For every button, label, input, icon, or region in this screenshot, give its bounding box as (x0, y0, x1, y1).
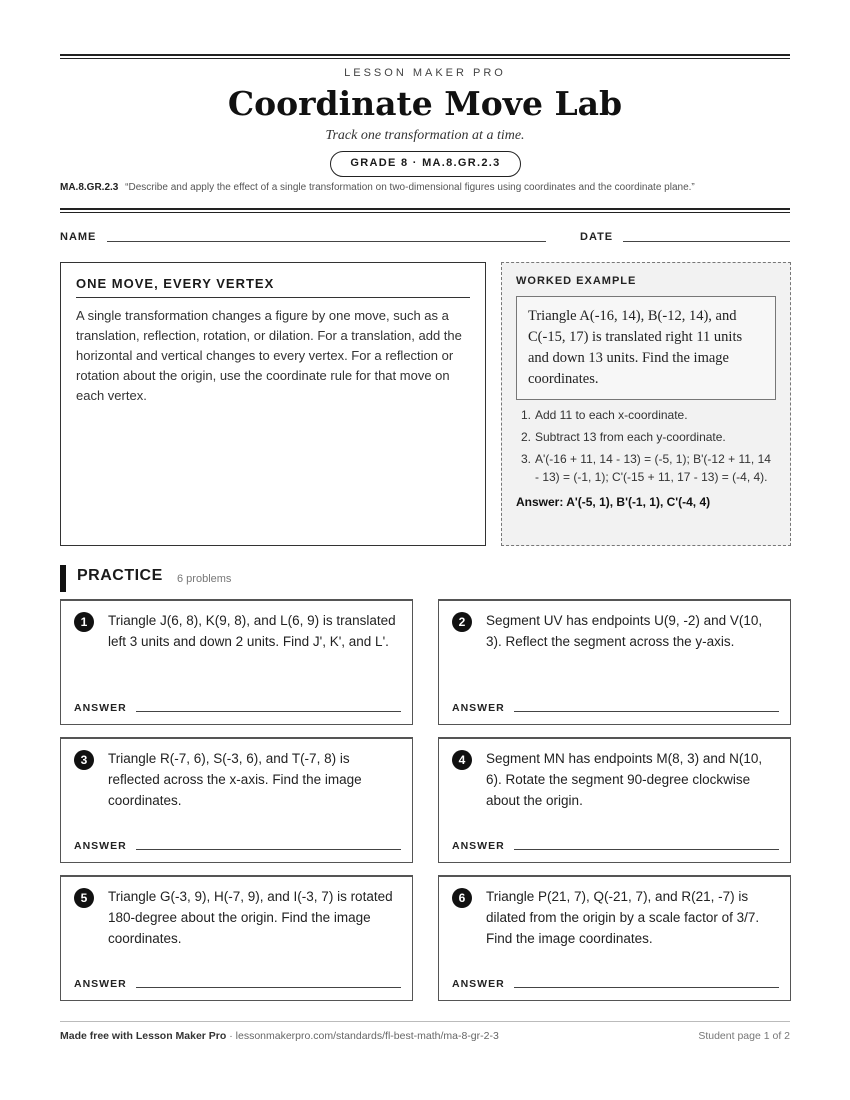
header-bottom-rule (60, 208, 790, 213)
worked-example-steps (516, 406, 776, 486)
page-subtitle: Track one transformation at a time. (325, 128, 525, 143)
problem-card-4 (438, 737, 791, 863)
name-label: NAME (60, 231, 97, 243)
answer-line[interactable] (136, 711, 401, 712)
date-field-line[interactable] (623, 241, 790, 242)
problem-card-2 (438, 599, 791, 725)
intro-box (60, 262, 486, 546)
answer-line[interactable] (514, 711, 779, 712)
step-text: Add 11 to each x-coordinate. (535, 408, 688, 422)
worked-example-prompt: Triangle A(-16, 14), B(-12, 14), and C(-15, 17) is translated right 11 units and down 13 units. Find the image coordinates. (516, 296, 776, 400)
worked-example-step (516, 450, 776, 486)
footer-rule (60, 1021, 790, 1022)
worked-example-step (516, 406, 776, 424)
page-title: Coordinate Move Lab (227, 84, 623, 123)
step-text: A'(-16 + 11, 14 - 13) = (-5, 1); B'(-12 + 11, 14 - 13) = (-1, 1); C'(-15 + 11, 17 - 13) = (-4, 4). (535, 452, 771, 484)
step-number: 2. (521, 430, 532, 444)
problem-number-badge: 5 (74, 888, 94, 908)
intro-heading: ONE MOVE, EVERY VERTEX (76, 276, 470, 298)
answer-line[interactable] (136, 987, 401, 988)
date-label: DATE (580, 231, 614, 243)
problem-number-badge: 2 (452, 612, 472, 632)
name-field-line[interactable] (107, 241, 546, 242)
top-double-rule (60, 54, 790, 59)
problem-text: Segment MN has endpoints M(8, 3) and N(10, 6). Rotate the segment 90-degree clockwise about the origin. (486, 751, 763, 808)
problem-card-6 (438, 875, 791, 1001)
brand-label: LESSON MAKER PRO (344, 67, 506, 79)
worked-example-heading: WORKED EXAMPLE (516, 275, 637, 287)
worked-example-box (501, 262, 791, 546)
problem-card-1 (60, 599, 413, 725)
standard-text: “Describe and apply the effect of a single transformation on two-dimensional figures using coordinates and the coordinate plane.” (125, 182, 695, 193)
answer-label: ANSWER (74, 978, 127, 990)
problem-text: Triangle J(6, 8), K(9, 8), and L(6, 9) is translated left 3 units and down 2 units. Find J', K', and L'. (108, 613, 396, 649)
worksheet-page (60, 0, 790, 1100)
answer-line[interactable] (514, 987, 779, 988)
problem-text: Triangle P(21, 7), Q(-21, 7), and R(21, -7) is dilated from the origin by a scale factor of 3/7. Find the image coordinates. (486, 889, 760, 946)
answer-label: ANSWER (452, 840, 505, 852)
answer-label: ANSWER (452, 702, 505, 714)
problem-card-3 (60, 737, 413, 863)
footer-url[interactable]: · lessonmakerpro.com/standards/fl-best-math/ma-8-gr-2-3 (226, 1030, 499, 1042)
problem-card-5 (60, 875, 413, 1001)
worked-example-answer: Answer: A'(-5, 1), B'(-1, 1), C'(-4, 4) (516, 495, 711, 509)
problem-text: Segment UV has endpoints U(9, -2) and V(10, 3). Reflect the segment across the y-axis. (486, 613, 763, 649)
step-number: 1. (521, 408, 532, 422)
practice-count: 6 problems (177, 573, 232, 585)
problem-number-badge: 1 (74, 612, 94, 632)
standard-code: MA.8.GR.2.3 (60, 182, 119, 193)
intro-body: A single transformation changes a figure by one move, such as a translation, reflection, rotation, or dilation. For a translation, add the horizontal and vertical changes to every vertex. For a reflection or rotation about the origin, use the coordinate rule for that move on each vertex. (76, 308, 462, 403)
practice-accent-bar (60, 565, 66, 592)
problem-number-badge: 4 (452, 750, 472, 770)
practice-title: PRACTICE (77, 567, 163, 584)
answer-label: ANSWER (74, 702, 127, 714)
problem-text: Triangle G(-3, 9), H(-7, 9), and I(-3, 7) is rotated 180-degree about the origin. Find the image coordinates. (108, 889, 393, 946)
footer-page-number: Student page 1 of 2 (698, 1030, 790, 1042)
answer-line[interactable] (514, 849, 779, 850)
problem-number-badge: 6 (452, 888, 472, 908)
problem-text: Triangle R(-7, 6), S(-3, 6), and T(-7, 8) is reflected across the x-axis. Find the image coordinates. (108, 751, 362, 808)
answer-label: ANSWER (452, 978, 505, 990)
problem-number-badge: 3 (74, 750, 94, 770)
grade-badge: GRADE 8 · MA.8.GR.2.3 (330, 151, 521, 177)
footer-credit (60, 1030, 499, 1042)
footer-made-with: Made free with Lesson Maker Pro (60, 1030, 227, 1042)
answer-label: ANSWER (74, 840, 127, 852)
step-number: 3. (521, 452, 532, 466)
standard-statement (60, 182, 790, 193)
worked-example-step (516, 428, 776, 446)
step-text: Subtract 13 from each y-coordinate. (535, 430, 726, 444)
answer-line[interactable] (136, 849, 401, 850)
